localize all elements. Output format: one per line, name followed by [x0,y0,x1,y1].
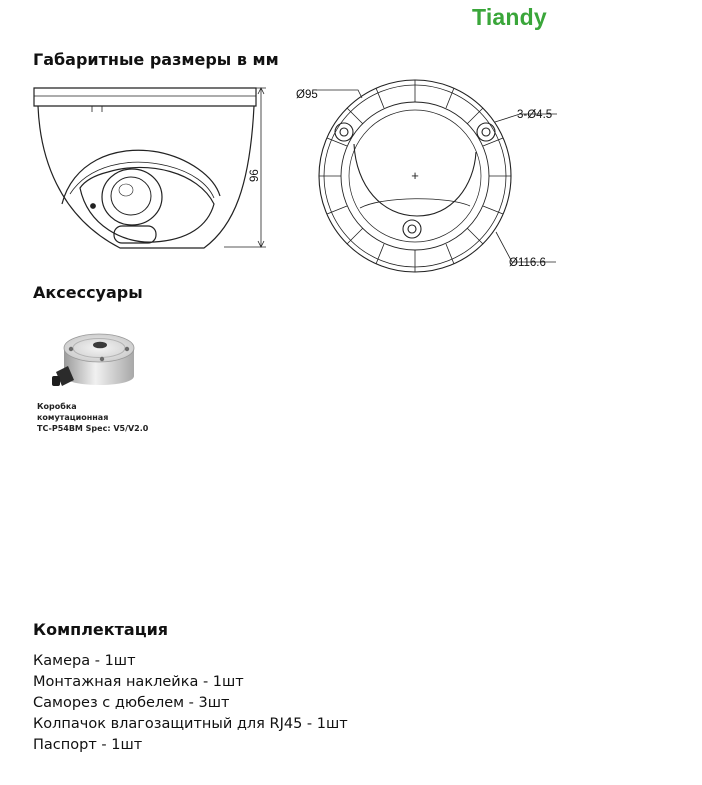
height-dimension-label [245,148,263,188]
holes-label [517,104,577,122]
kit-heading: Комплектация [33,620,169,639]
diameter-116-label [509,252,569,270]
accessories-heading: Аксессуары [33,283,143,302]
camera-side-view-drawing [28,76,278,261]
list-item: Паспорт - 1шт [33,737,143,753]
junction-box-image [50,322,140,398]
svg-text:+: + [411,168,419,183]
list-item: Саморез с дюбелем - 3шт [33,695,230,711]
svg-text:96: 96 [249,169,261,182]
kit-list [33,651,348,756]
junction-box-caption: Коробка комутационная TC-P54BM Spec: V5/V2.0 [37,402,149,433]
svg-text:Ø95: Ø95 [296,89,318,101]
list-item: Монтажная наклейка - 1шт [33,674,244,690]
diameter-95-label [296,84,356,102]
svg-text:Ø116.6: Ø116.6 [509,257,546,269]
list-item: Камера - 1шт [33,653,136,669]
brand-logo: Tiandy [472,4,547,30]
dimensions-heading: Габаритные размеры в мм [33,50,279,69]
list-item: Колпачок влагозащитный для RJ45 - 1шт [33,716,348,732]
svg-text:3-Ø4.5: 3-Ø4.5 [517,109,553,121]
